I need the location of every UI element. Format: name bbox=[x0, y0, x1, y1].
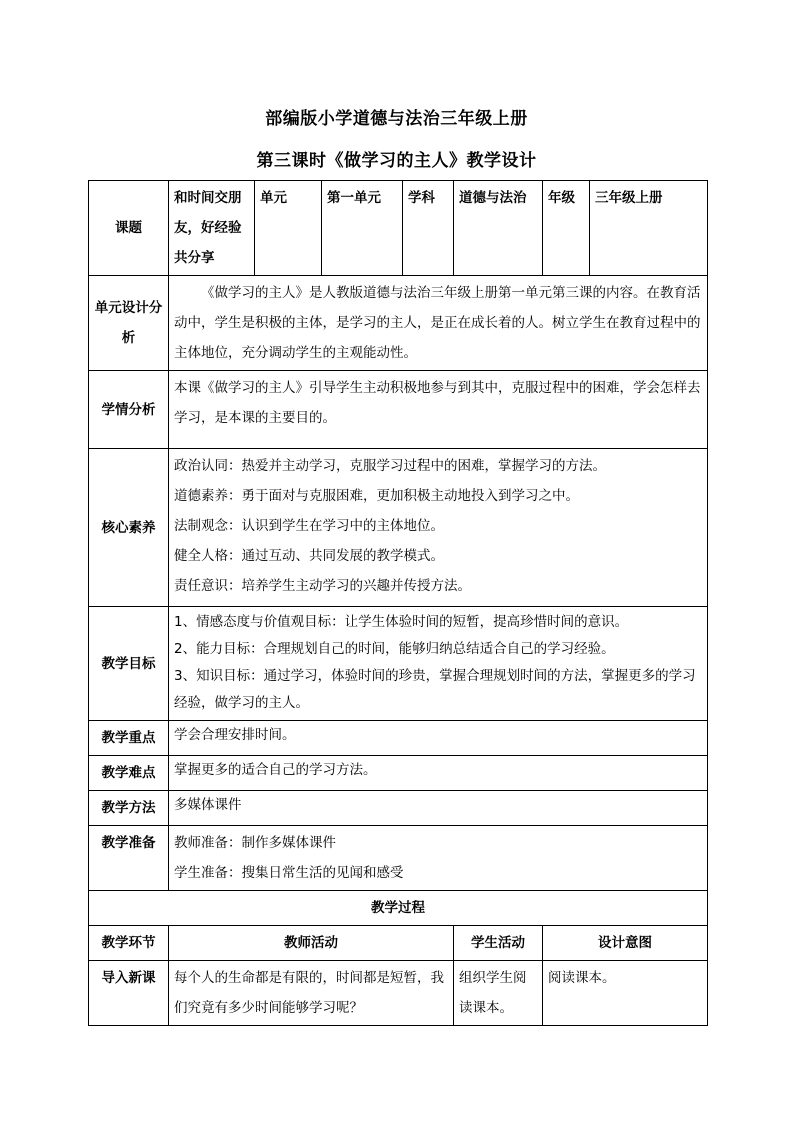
process-student-activity: 组织学生阅读课本。 bbox=[454, 961, 543, 1026]
key-point-text: 学会合理安排时间。 bbox=[169, 721, 708, 756]
design-intent-column-header: 设计意图 bbox=[543, 926, 708, 961]
core-literacy-item: 政治认同：热爱并主动学习，克服学习过程中的困难，掌握学习的方法。 bbox=[174, 458, 606, 474]
core-literacy-item: 法制观念：认识到学生在学习中的主体地位。 bbox=[174, 518, 444, 534]
teaching-goal-item: 2、能力目标：合理规划自己的时间，能够归纳总结适合自己的学习经验。 bbox=[174, 641, 615, 657]
process-title: 教学过程 bbox=[89, 891, 708, 926]
process-teacher-activity: 每个人的生命都是有限的，时间都是短暂，我们究竟有多少时间能够学习呢？ bbox=[169, 961, 454, 1026]
lesson-plan-table bbox=[88, 180, 708, 1026]
difficulty-label: 教学难点 bbox=[89, 756, 169, 791]
difficulty-text: 掌握更多的适合自己的学习方法。 bbox=[169, 756, 708, 791]
core-literacy-item: 道德素养：勇于面对与克服困难，更加积极主动地投入到学习之中。 bbox=[174, 488, 579, 504]
document-subtitle: 第三课时《做学习的主人》教学设计 bbox=[256, 151, 537, 171]
teaching-goals-content bbox=[169, 607, 708, 721]
core-literacy-item: 健全人格：通过互动、共同发展的教学模式。 bbox=[174, 548, 444, 564]
process-header-row bbox=[89, 926, 708, 961]
key-point-row bbox=[89, 721, 708, 756]
process-title-row bbox=[89, 891, 708, 926]
core-literacy-label: 核心素养 bbox=[89, 449, 169, 607]
preparation-label: 教学准备 bbox=[89, 826, 169, 891]
subject-value: 道德与法治 bbox=[454, 181, 543, 276]
method-row bbox=[89, 791, 708, 826]
learning-analysis-text: 本课《做学习的主人》引导学生主动积极地参与到其中，克服过程中的困难，学会怎样去学习，是本课的主要目的。 bbox=[169, 371, 708, 449]
process-stage: 导入新课 bbox=[89, 961, 169, 1026]
core-literacy-content bbox=[169, 449, 708, 607]
grade-value: 三年级上册 bbox=[590, 181, 708, 276]
topic-row bbox=[89, 181, 708, 276]
stage-column-header: 教学环节 bbox=[89, 926, 169, 961]
method-text: 多媒体课件 bbox=[169, 791, 708, 826]
document-title: 部编版小学道德与法治三年级上册 bbox=[265, 109, 528, 129]
unit-analysis-label: 单元设计分析 bbox=[89, 276, 169, 371]
teaching-goal-item: 3、知识目标：通过学习，体验时间的珍贵，掌握合理规划时间的方法，掌握更多的学习经验，做学习的主人。 bbox=[174, 668, 696, 711]
unit-analysis-row bbox=[89, 276, 708, 371]
teaching-goals-label: 教学目标 bbox=[89, 607, 169, 721]
teacher-activity-column-header: 教师活动 bbox=[169, 926, 454, 961]
core-literacy-row bbox=[89, 449, 708, 607]
student-preparation: 学生准备：搜集日常生活的见闻和感受 bbox=[174, 865, 404, 881]
preparation-content bbox=[169, 826, 708, 891]
unit-label: 单元 bbox=[255, 181, 322, 276]
unit-analysis-text: 《做学习的主人》是人教版道德与法治三年级上册第一单元第三课的内容。在教育活动中，学生是积极的主体，是学习的主人，是正在成长着的人。树立学生在教育过程中的主体地位，充分调动学生的主观能动性。 bbox=[169, 276, 708, 371]
process-design-intent: 阅读课本。 bbox=[543, 961, 708, 1026]
grade-label: 年级 bbox=[543, 181, 590, 276]
unit-value: 第一单元 bbox=[322, 181, 403, 276]
topic-label: 课题 bbox=[89, 181, 169, 276]
process-row bbox=[89, 961, 708, 1026]
subject-label: 学科 bbox=[403, 181, 454, 276]
preparation-row bbox=[89, 826, 708, 891]
key-point-label: 教学重点 bbox=[89, 721, 169, 756]
teaching-goals-row bbox=[89, 607, 708, 721]
teacher-preparation: 教师准备：制作多媒体课件 bbox=[174, 835, 336, 851]
learning-analysis-row bbox=[89, 371, 708, 449]
learning-analysis-label: 学情分析 bbox=[89, 371, 169, 449]
topic-value: 和时间交朋友，好经验共分享 bbox=[169, 181, 255, 276]
difficulty-row bbox=[89, 756, 708, 791]
core-literacy-item: 责任意识：培养学生主动学习的兴趣并传授方法。 bbox=[174, 578, 471, 594]
method-label: 教学方法 bbox=[89, 791, 169, 826]
student-activity-column-header: 学生活动 bbox=[454, 926, 543, 961]
teaching-goal-item: 1、情感态度与价值观目标：让学生体验时间的短暂，提高珍惜时间的意识。 bbox=[174, 614, 629, 630]
